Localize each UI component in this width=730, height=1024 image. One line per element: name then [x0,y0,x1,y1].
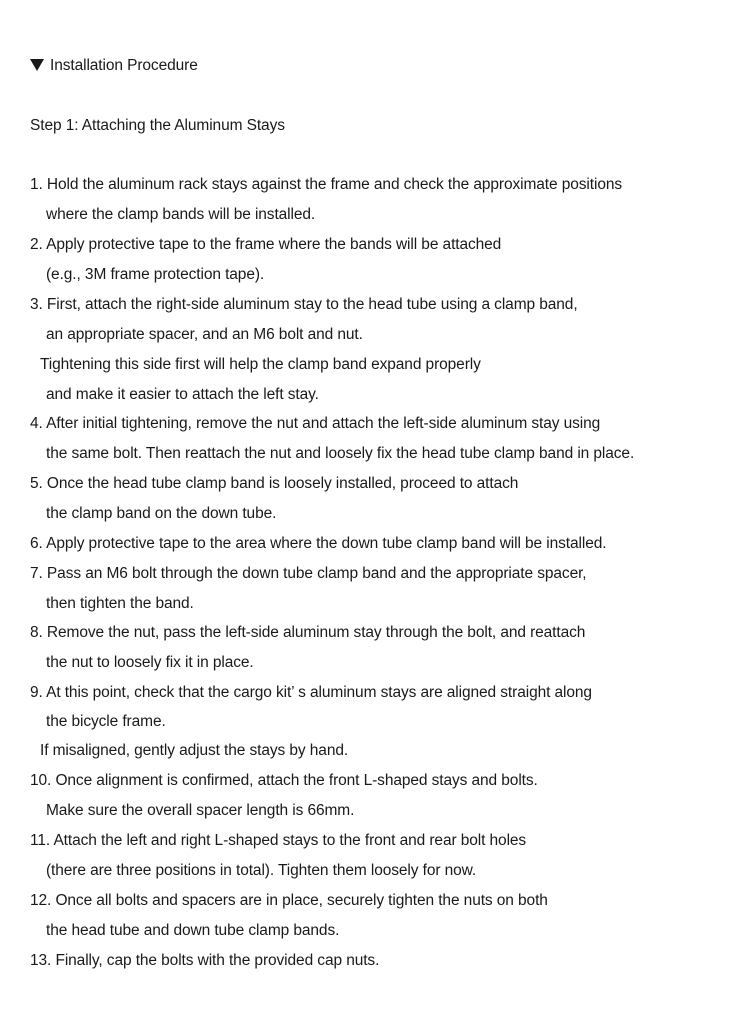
instruction-line: 7. Pass an M6 bolt through the down tube clamp band and the appropriate spacer, [30,565,587,582]
instruction-line: 10. Once alignment is confirmed, attach the front L-shaped stays and bolts. [30,772,538,789]
instruction-line: 3. First, attach the right-side aluminum stay to the head tube using a clamp band, [30,296,578,313]
step-title: Step 1: Attaching the Aluminum Stays [30,117,285,134]
instruction-line: 12. Once all bolts and spacers are in place, securely tighten the nuts on both [30,892,548,909]
instruction-line: the same bolt. Then reattach the nut and loosely fix the head tube clamp band in place. [46,445,635,462]
instruction-line: Make sure the overall spacer length is 66mm. [46,802,355,819]
instruction-line: and make it easier to attach the left stay. [46,386,319,403]
instruction-line: the nut to loosely fix it in place. [46,654,254,671]
instruction-line: 1. Hold the aluminum rack stays against the frame and check the approximate positions [30,176,623,193]
instruction-line: then tighten the band. [46,595,194,612]
instruction-line: 8. Remove the nut, pass the left-side aluminum stay through the bolt, and reattach [30,624,586,641]
instruction-line: 13. Finally, cap the bolts with the provided cap nuts. [30,952,380,969]
triangle-down-icon [30,59,44,71]
instruction-line: 2. Apply protective tape to the frame where the bands will be attached [30,236,502,253]
instruction-line: 6. Apply protective tape to the area where the down tube clamp band will be installed. [30,535,607,552]
instruction-line: (there are three positions in total). Tighten them loosely for now. [46,862,477,879]
instruction-line: an appropriate spacer, and an M6 bolt and nut. [46,326,363,343]
instruction-line: If misaligned, gently adjust the stays by hand. [40,742,349,759]
instruction-line: 11. Attach the left and right L-shaped stays to the front and rear bolt holes [30,832,527,849]
instruction-line: 9. At this point, check that the cargo kit’ s aluminum stays are aligned straight along [30,684,592,701]
instruction-line: the head tube and down tube clamp bands. [46,922,340,939]
section-heading-text: Installation Procedure [50,57,198,74]
instruction-line: (e.g., 3M frame protection tape). [46,266,265,283]
instruction-line: Tightening this side first will help the clamp band expand properly [40,356,481,373]
instruction-line: where the clamp bands will be installed. [46,206,316,223]
instruction-line: 4. After initial tightening, remove the nut and attach the left-side aluminum stay using [30,415,601,432]
instruction-line: the clamp band on the down tube. [46,505,277,522]
instruction-line: 5. Once the head tube clamp band is loosely installed, proceed to attach [30,475,519,492]
section-heading [30,56,198,76]
instruction-line: the bicycle frame. [46,713,166,730]
